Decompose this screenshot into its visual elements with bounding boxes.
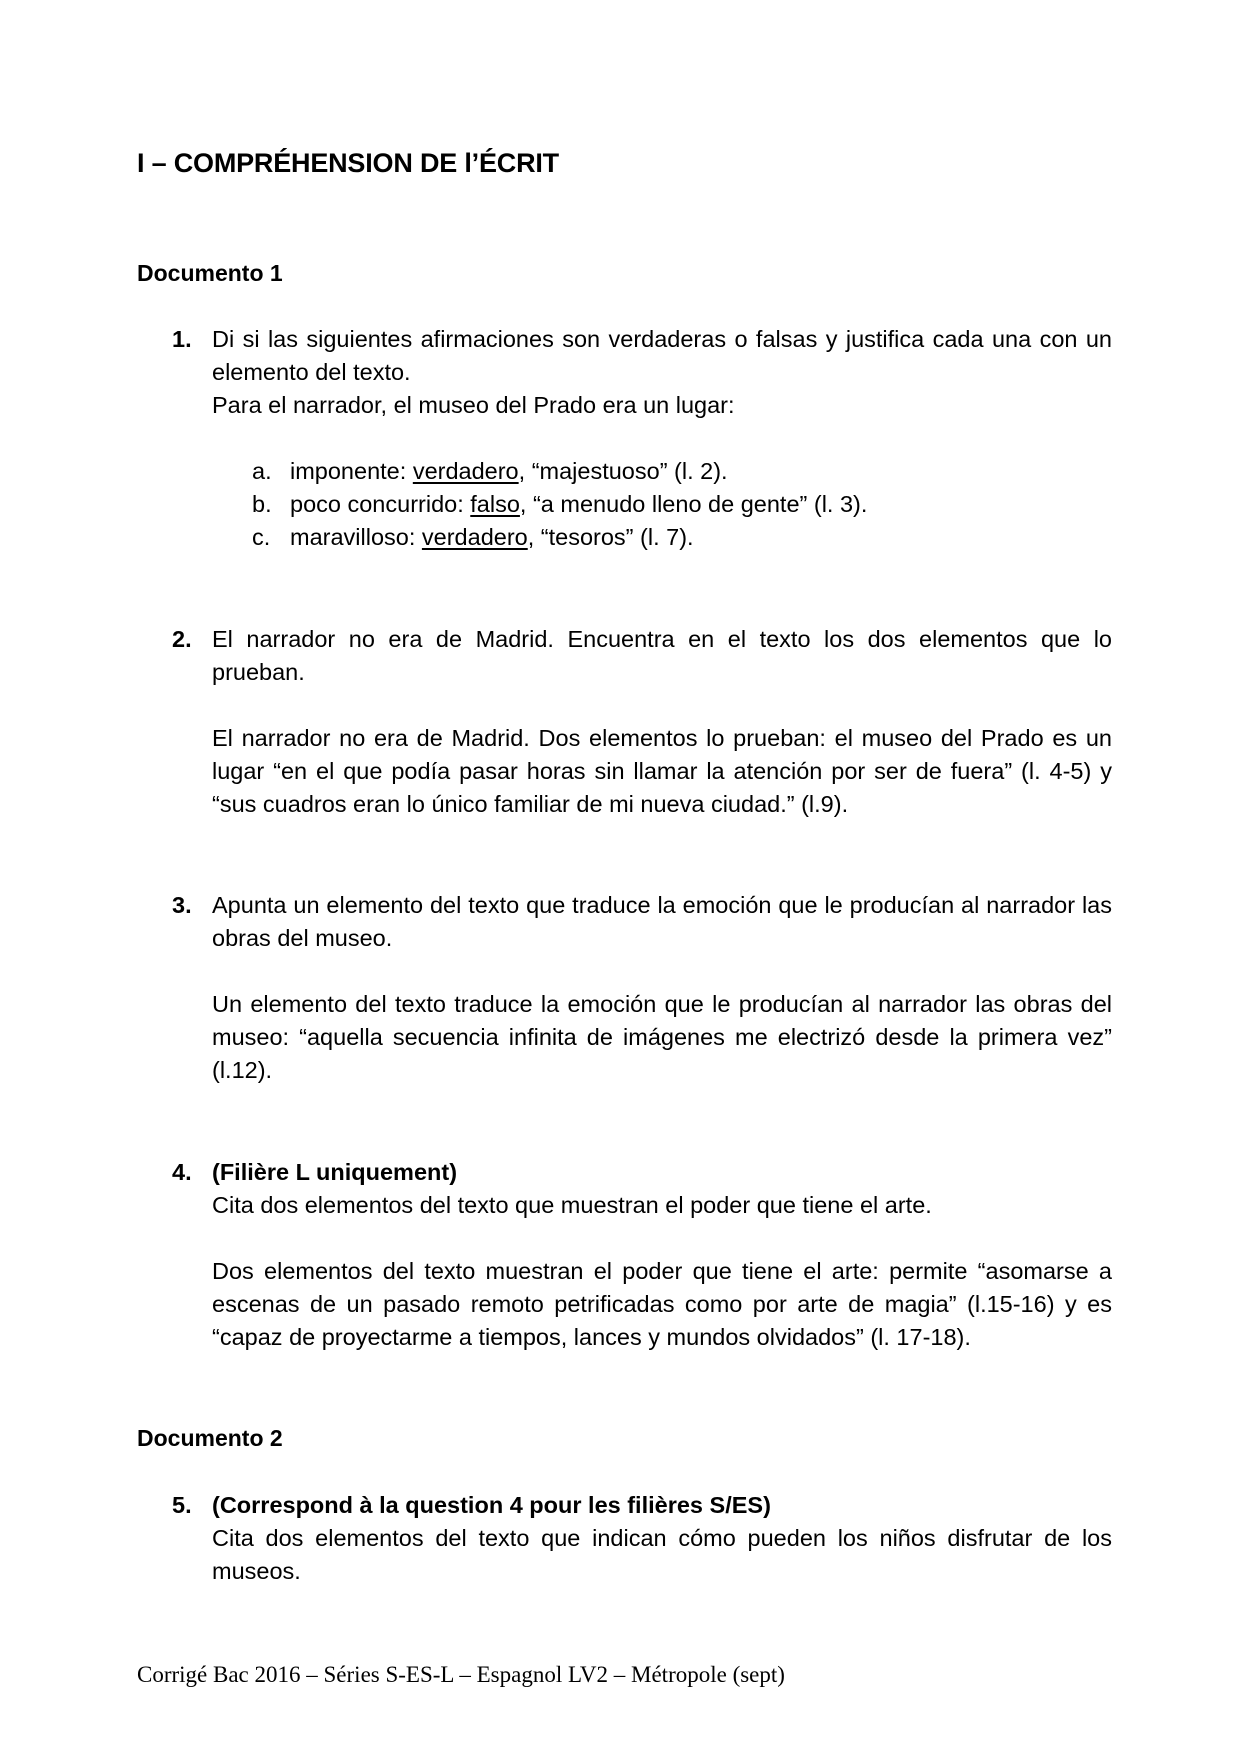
item-label: imponente: (290, 458, 413, 484)
question-5 (172, 1489, 1112, 1588)
question-prompt: Apunta un elemento del texto que traduce la emoción que le producían al narrador las obras del museo. (212, 892, 1112, 951)
question-number: 3. (172, 892, 192, 918)
item-label: maravilloso: (290, 524, 422, 550)
item-verdict: verdadero (412, 458, 519, 484)
item-justification: , “majestuoso” (l. 2). (518, 458, 728, 484)
list-item (252, 488, 1112, 521)
question-3 (172, 889, 1112, 1087)
question-note: (Correspond à la question 4 pour les filières S/ES) (212, 1492, 771, 1518)
item-letter: c. (252, 524, 271, 550)
item-verdict: falso (470, 491, 520, 517)
document-2-label: Documento 2 (137, 1425, 283, 1451)
section-heading: I – COMPRÉHENSION DE l’ÉCRIT (137, 148, 559, 178)
question-number: 4. (172, 1159, 192, 1185)
question-prompt: Di si las siguientes afirmaciones son verdaderas o falsas y justifica cada una con un elemento del texto. (212, 326, 1112, 385)
question-4 (172, 1156, 1112, 1354)
question-2 (172, 623, 1112, 821)
item-justification: , “tesoros” (l. 7). (527, 524, 694, 550)
question-prompt: El narrador no era de Madrid. Encuentra en el texto los dos elementos que lo prueban. (212, 626, 1112, 685)
document-1-label: Documento 1 (137, 260, 283, 286)
item-letter: b. (252, 491, 272, 517)
list-item (252, 521, 1112, 554)
item-justification: , “a menudo lleno de gente” (l. 3). (519, 491, 868, 517)
question-prompt: Cita dos elementos del texto que muestran el poder que tiene el arte. (212, 1192, 932, 1218)
answer-text: El narrador no era de Madrid. Dos elementos lo prueban: el museo del Prado es un lugar “en el que podía pasar horas sin llamar la atención por ser de fuera” (l. 4-5) y “sus cuadros eran lo único familiar de mi nueva ciudad.” (l.9). (212, 725, 1112, 817)
answer-text: Un elemento del texto traduce la emoción que le producían al narrador las obras del museo: “aquella secuencia infinita de imágenes me electrizó desde la primera vez” (l.12). (212, 991, 1112, 1083)
item-label: poco concurrido: (290, 491, 471, 517)
question-number: 1. (172, 326, 192, 352)
answer-text: Dos elementos del texto muestran el poder que tiene el arte: permite “asomarse a escenas de un pasado remoto petrificadas como por arte de magia” (l.15-16) y es “capaz de proyectarme a tiempos, lances y mundos olvidados” (l. 17-18). (212, 1258, 1112, 1350)
item-letter: a. (252, 458, 272, 484)
list-item (252, 455, 1112, 488)
page-footer: Corrigé Bac 2016 – Séries S-ES-L – Espagnol LV2 – Métropole (sept) (137, 1662, 785, 1687)
question-number: 5. (172, 1492, 192, 1518)
question-1 (172, 323, 1112, 554)
question-note: (Filière L uniquement) (212, 1159, 458, 1185)
item-verdict: verdadero (421, 524, 528, 550)
question-lead: Para el narrador, el museo del Prado era un lugar: (212, 392, 735, 418)
question-prompt: Cita dos elementos del texto que indican cómo pueden los niños disfrutar de los museos. (212, 1525, 1112, 1584)
statement-list (252, 455, 1112, 554)
question-number: 2. (172, 626, 192, 652)
